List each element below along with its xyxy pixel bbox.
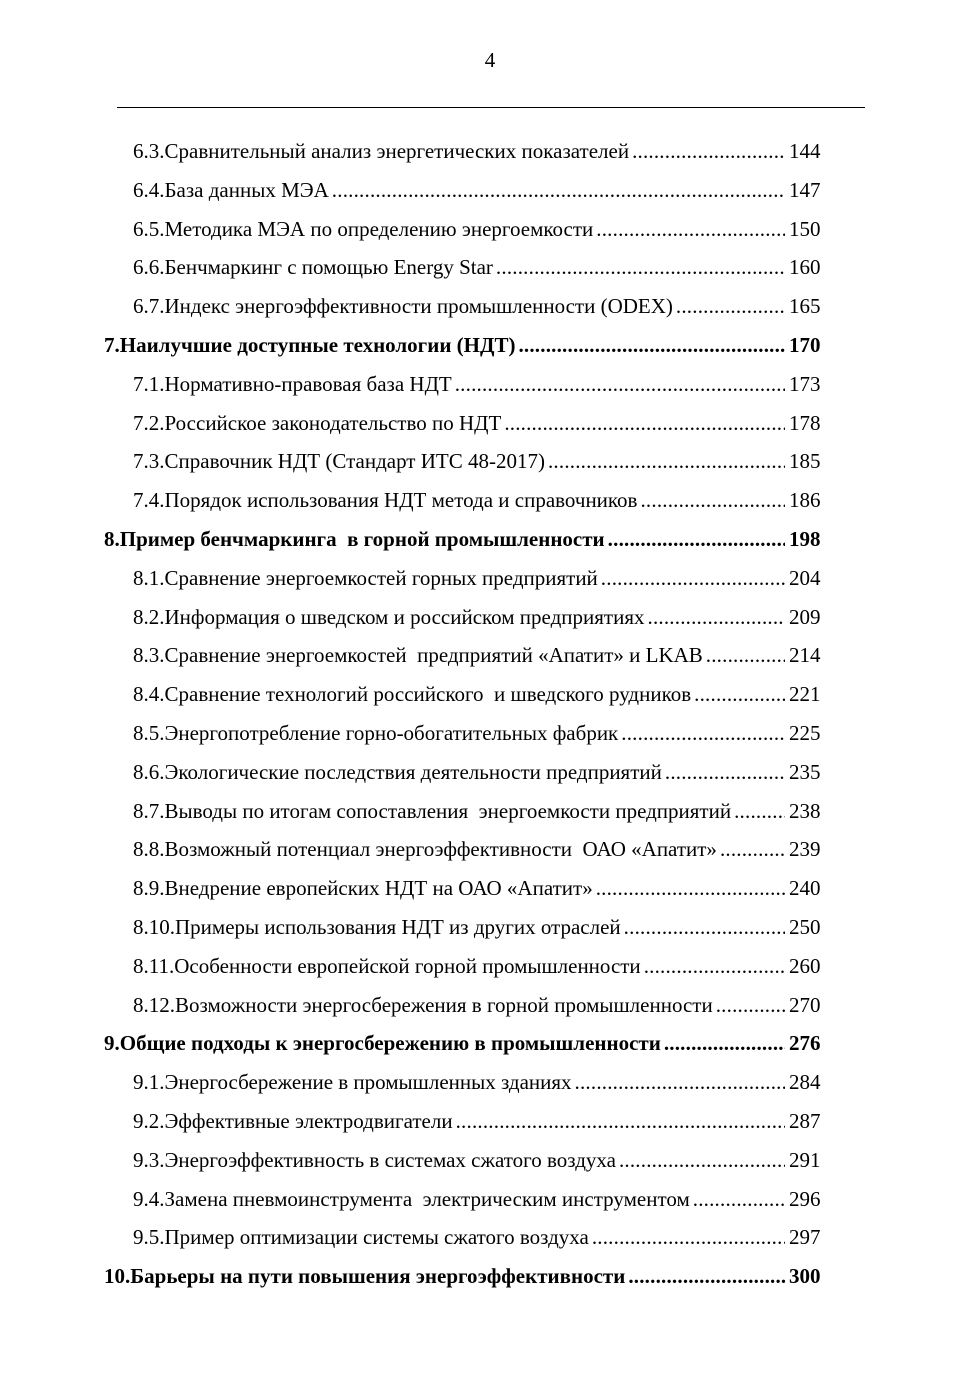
toc-section-entry[interactable] xyxy=(0,1102,885,1141)
toc-dot-leader xyxy=(518,326,785,365)
toc-entry-title: Возможности энергосбережения в горной промышленности xyxy=(175,992,713,1017)
toc-dot-leader xyxy=(624,908,785,947)
toc-entry-text xyxy=(0,326,785,365)
toc-entry-text xyxy=(0,365,785,404)
toc-dot-leader xyxy=(664,1024,785,1063)
toc-entry-title: Справочник НДТ (Стандарт ИТС 48-2017) xyxy=(164,449,545,474)
toc-section-entry[interactable] xyxy=(0,442,885,481)
toc-entry-number: 7.4. xyxy=(133,488,165,513)
toc-dot-leader xyxy=(628,1257,785,1296)
toc-entry-title: Сравнительный анализ энергетических показателей xyxy=(164,139,630,163)
toc-entry-text xyxy=(0,1180,785,1219)
toc-chapter-entry[interactable] xyxy=(0,326,885,365)
toc-section-entry[interactable] xyxy=(0,636,885,675)
toc-dot-leader xyxy=(640,481,785,520)
toc-section-entry[interactable] xyxy=(0,404,885,443)
page-number: 4 xyxy=(484,48,496,72)
toc-entry-page: 185 xyxy=(789,449,821,474)
toc-dot-leader xyxy=(575,1063,785,1102)
toc-entry-title: Порядок использования НДТ метода и справочников xyxy=(164,488,638,513)
toc-entry-number: 9. xyxy=(104,1031,120,1056)
toc-entry-page: 300 xyxy=(789,1264,821,1289)
toc-entry-text xyxy=(0,520,785,559)
toc-entry-page: 150 xyxy=(789,216,821,241)
toc-section-entry[interactable] xyxy=(0,714,885,753)
toc-entry-title: Сравнение технологий российского и шведского рудников xyxy=(164,682,692,707)
toc-entry-page: 297 xyxy=(789,1225,821,1250)
toc-entry-text xyxy=(0,636,785,675)
toc-dot-leader xyxy=(676,287,785,326)
toc-dot-leader xyxy=(734,792,785,831)
toc-entry-number: 8. xyxy=(104,526,120,551)
toc-entry-number: 8.8. xyxy=(133,837,165,862)
toc-entry-number: 6.4. xyxy=(133,177,165,202)
toc-entry-number: 8.10. xyxy=(133,914,175,939)
toc-entry-text xyxy=(0,1024,785,1063)
toc-entry-title: Нормативно-правовая база НДТ xyxy=(164,371,452,396)
toc-section-entry[interactable] xyxy=(0,598,885,637)
toc-section-entry[interactable] xyxy=(0,287,885,326)
toc-entry-page: 214 xyxy=(789,643,821,668)
toc-entry-text xyxy=(0,792,785,831)
toc-entry-number: 8.7. xyxy=(133,798,165,823)
toc-dot-leader xyxy=(548,442,785,481)
toc-dot-leader xyxy=(332,171,785,210)
toc-entry-number: 9.5. xyxy=(133,1225,165,1250)
toc-entry-number: 8.6. xyxy=(133,759,165,784)
toc-entry-text xyxy=(0,559,785,598)
toc-entry-title: Бенчмаркинг с помощью Energy Star xyxy=(164,255,493,280)
toc-entry-title: Особенности европейской горной промышленности xyxy=(174,953,641,978)
toc-entry-number: 8.5. xyxy=(133,720,165,745)
toc-entry-page: 204 xyxy=(789,565,821,590)
toc-entry-page: 165 xyxy=(789,294,821,319)
toc-entry-title: Методика МЭА по определению энергоемкости xyxy=(164,216,594,241)
toc-entry-page: 144 xyxy=(789,139,821,163)
toc-dot-leader xyxy=(504,404,785,443)
toc-entry-text xyxy=(0,986,785,1025)
toc-section-entry[interactable] xyxy=(0,753,885,792)
toc-entry-title: Пример бенчмаркинга в горной промышленности xyxy=(119,526,605,551)
toc-entry-number: 10. xyxy=(104,1264,131,1289)
toc-entry-number: 7.1. xyxy=(133,371,165,396)
toc-entry-number: 8.3. xyxy=(133,643,165,668)
toc-section-entry[interactable] xyxy=(0,1180,885,1219)
toc-entry-number: 8.4. xyxy=(133,682,165,707)
toc-entry-text xyxy=(0,132,785,171)
toc-entry-title: Сравнение энергоемкостей предприятий «Апатит» и LKAB xyxy=(164,643,703,668)
toc-dot-leader xyxy=(648,598,786,637)
toc-entry-title: Наилучшие доступные технологии (НДТ) xyxy=(119,332,516,357)
toc-entry-title: Эффективные электродвигатели xyxy=(164,1108,453,1133)
toc-entry-text xyxy=(0,248,785,287)
toc-entry-page: 250 xyxy=(789,914,821,939)
toc-entry-text xyxy=(0,1257,785,1296)
toc-entry-title: Энергосбережение в промышленных зданиях xyxy=(164,1070,572,1095)
toc-entry-title: Примеры использования НДТ из других отраслей xyxy=(175,914,621,939)
toc-entry-text xyxy=(0,210,785,249)
toc-dot-leader xyxy=(619,1141,785,1180)
toc-entry-title: Энергопотребление горно-обогатительных фабрик xyxy=(164,720,619,745)
toc-entry-text xyxy=(0,598,785,637)
toc-dot-leader xyxy=(596,869,785,908)
toc-section-entry[interactable] xyxy=(0,132,885,171)
toc-entry-title: Сравнение энергоемкостей горных предприятий xyxy=(164,565,598,590)
toc-entry-text xyxy=(0,869,785,908)
toc-section-entry[interactable] xyxy=(0,365,885,404)
toc-entry-number: 8.9. xyxy=(133,876,165,901)
toc-dot-leader xyxy=(716,986,785,1025)
toc-entry-title: Индекс энергоэффективности промышленности (ODEX) xyxy=(164,294,673,319)
toc-section-entry[interactable] xyxy=(0,481,885,520)
toc-entry-text xyxy=(0,753,785,792)
toc-section-entry[interactable] xyxy=(0,908,885,947)
toc-dot-leader xyxy=(644,947,785,986)
toc-entry-page: 209 xyxy=(789,604,821,629)
toc-dot-leader xyxy=(608,520,785,559)
toc-dot-leader xyxy=(496,248,785,287)
toc-entry-number: 7. xyxy=(104,332,120,357)
toc-entry-page: 296 xyxy=(789,1186,821,1211)
toc-section-entry[interactable] xyxy=(0,1218,885,1257)
toc-entry-text xyxy=(0,287,785,326)
toc-dot-leader xyxy=(592,1218,785,1257)
toc-section-entry[interactable] xyxy=(0,171,885,210)
toc-entry-page: 170 xyxy=(789,332,821,357)
toc-dot-leader xyxy=(706,636,785,675)
toc-entry-number: 7.3. xyxy=(133,449,165,474)
toc-entry-page: 178 xyxy=(789,410,821,435)
toc-entry-number: 8.11. xyxy=(133,953,175,978)
toc-entry-title: Энергоэффективность в системах сжатого воздуха xyxy=(164,1147,616,1172)
toc-dot-leader xyxy=(632,132,785,171)
toc-entry-page: 284 xyxy=(789,1070,821,1095)
toc-entry-number: 6.5. xyxy=(133,216,165,241)
toc-entry-number: 6.3. xyxy=(133,139,165,163)
toc-entry-number: 6.6. xyxy=(133,255,165,280)
toc-section-entry[interactable] xyxy=(0,947,885,986)
toc-entry-title: Замена пневмоинструмента электрическим инструментом xyxy=(164,1186,690,1211)
toc-section-entry[interactable] xyxy=(0,830,885,869)
toc-entry-page: 160 xyxy=(789,255,821,280)
toc-dot-leader xyxy=(601,559,785,598)
toc-entry-page: 276 xyxy=(789,1031,821,1056)
header-rule xyxy=(117,107,865,108)
toc-entry-page: 291 xyxy=(789,1147,821,1172)
toc-chapter-entry[interactable] xyxy=(0,1257,885,1296)
toc-section-entry[interactable] xyxy=(0,675,885,714)
toc-entry-text xyxy=(0,1063,785,1102)
toc-entry-page: 287 xyxy=(789,1108,821,1133)
toc-section-entry[interactable] xyxy=(0,248,885,287)
toc-entry-title: Барьеры на пути повышения энергоэффективности xyxy=(130,1264,626,1289)
toc-entry-page: 235 xyxy=(789,759,821,784)
toc-dot-leader xyxy=(621,714,785,753)
toc-dot-leader xyxy=(665,753,785,792)
toc-entry-title: Информация о шведском и российском предприятиях xyxy=(164,604,645,629)
toc-dot-leader xyxy=(455,365,785,404)
toc-entry-page: 260 xyxy=(789,953,821,978)
toc-entry-title: Внедрение европейских НДТ на ОАО «Апатит» xyxy=(164,876,593,901)
toc-entry-page: 221 xyxy=(789,682,821,707)
toc-entry-text xyxy=(0,908,785,947)
toc-entry-number: 9.3. xyxy=(133,1147,165,1172)
toc-chapter-entry[interactable] xyxy=(0,1024,885,1063)
toc-entry-text xyxy=(0,481,785,520)
toc-entry-title: База данных МЭА xyxy=(164,177,329,202)
toc-entry-title: Общие подходы к энергосбережению в промышленности xyxy=(119,1031,661,1056)
toc-entry-number: 9.1. xyxy=(133,1070,165,1095)
toc-entry-text xyxy=(0,714,785,753)
toc-entry-page: 186 xyxy=(789,488,821,513)
toc-entry-number: 6.7. xyxy=(133,294,165,319)
toc-entry-number: 7.2. xyxy=(133,410,165,435)
toc-entry-page: 240 xyxy=(789,876,821,901)
toc-entry-page: 173 xyxy=(789,371,821,396)
toc-entry-title: Выводы по итогам сопоставления энергоемкости предприятий xyxy=(164,798,732,823)
toc-entry-number: 9.2. xyxy=(133,1108,165,1133)
toc-dot-leader xyxy=(693,1180,785,1219)
toc-entry-title: Экологические последствия деятельности предприятий xyxy=(164,759,662,784)
toc-entry-page: 238 xyxy=(789,798,821,823)
toc-entry-title: Пример оптимизации системы сжатого воздуха xyxy=(164,1225,589,1250)
toc-entry-page: 270 xyxy=(789,992,821,1017)
toc-section-entry[interactable] xyxy=(0,1141,885,1180)
toc-entry-text xyxy=(0,1218,785,1257)
toc-dot-leader xyxy=(694,675,785,714)
toc-section-entry[interactable] xyxy=(0,210,885,249)
toc-entry-text xyxy=(0,171,785,210)
toc-entry-page: 239 xyxy=(789,837,821,862)
toc-dot-leader xyxy=(596,210,785,249)
toc-entry-page: 147 xyxy=(789,177,821,202)
toc-dot-leader xyxy=(456,1102,785,1141)
toc-entry-title: Возможный потенциал энергоэффективности ОАО «Апатит» xyxy=(164,837,717,862)
toc-dot-leader xyxy=(720,830,785,869)
toc-section-entry[interactable] xyxy=(0,986,885,1025)
toc-entry-title: Российское законодательство по НДТ xyxy=(164,410,502,435)
toc-entry-text xyxy=(0,404,785,443)
toc-section-entry[interactable] xyxy=(0,869,885,908)
toc-entry-text xyxy=(0,830,785,869)
toc-entry-text xyxy=(0,1141,785,1180)
toc-entry-text xyxy=(0,675,785,714)
toc-chapter-entry[interactable] xyxy=(0,520,885,559)
toc-entry-page: 198 xyxy=(789,526,821,551)
toc-entry-text xyxy=(0,442,785,481)
toc-entry-number: 8.12. xyxy=(133,992,175,1017)
toc-section-entry[interactable] xyxy=(0,559,885,598)
toc-entry-text xyxy=(0,947,785,986)
toc-section-entry[interactable] xyxy=(0,792,885,831)
toc-entry-number: 8.1. xyxy=(133,565,165,590)
toc-entry-number: 9.4. xyxy=(133,1186,165,1211)
toc-entry-page: 225 xyxy=(789,720,821,745)
table-of-contents xyxy=(0,132,980,1296)
toc-entry-number: 8.2. xyxy=(133,604,165,629)
toc-entry-text xyxy=(0,1102,785,1141)
toc-section-entry[interactable] xyxy=(0,1063,885,1102)
